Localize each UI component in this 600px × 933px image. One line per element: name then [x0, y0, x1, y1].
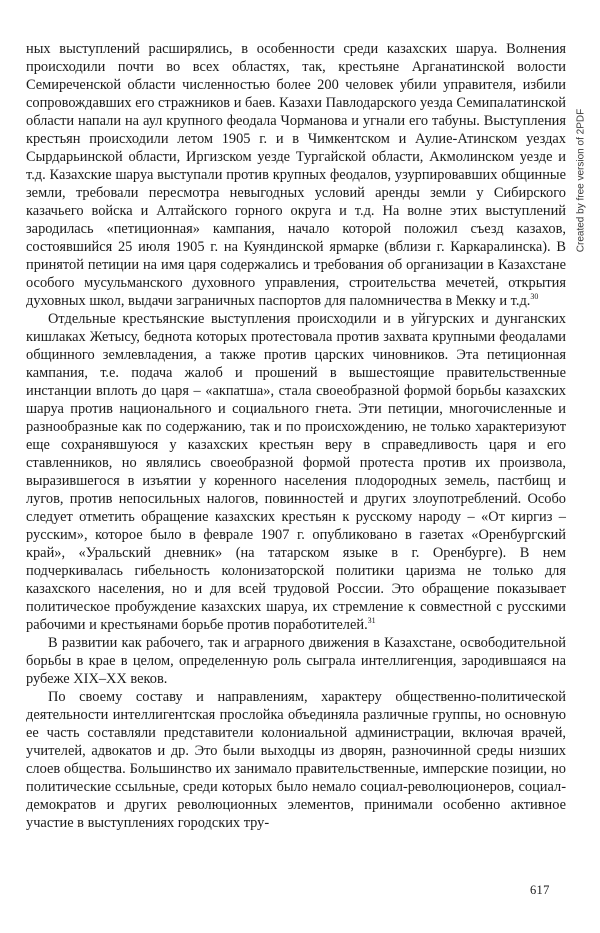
page-number: 617 — [530, 883, 550, 897]
footnote-ref-31[interactable]: 31 — [367, 616, 376, 626]
paragraph-4-text: По своему составу и направлениям, характеру общественно-политической деятельности интеллигентская прослойка объединяла различные группы, но основную ее часть составляли представители колониальной администрации, включая врачей, учителей, адвокатов и др. Это были выходцы из дворян, разночинной среды низших слоев общества. Большинство их занимало правительственные, имперские позиции, но политические ссыльные, среди которых было немало социал-революционеров, социал-демократов и других революционных элементов, принимали особенно активное участие в выступлениях городских тру- — [26, 689, 566, 831]
paragraph-2-text: Отдельные крестьянские выступления происходили и в уйгурских и дунганских кишлаках Жетысу, беднота которых протестовала против захвата крупными феодалами общинного землевладения, а также против царских чиновников. Эта петиционная кампания, т.е. подача жалоб и прошений в вышестоящие правительственные инстанции вплоть до царя – «акпатша», стала своеобразной формой борьбы казахских шаруа против национального и социального гнета. Эти петиции, многочисленные и разнообразные как по содержанию, так и по происхождению, не только характеризуют еще сохранявшуюся у казахских крестьян веру в справедливость царя и его ставленников, но являлись своеобразной формой протеста против их произвола, выразившегося в изъятии у коренного населения плодородных земель, пастбищ и лугов, против непосильных налогов, повинностей и других злоупотреблений. Особо следует отметить обращение казахских крестьян к русскому народу – «От киргиз – русским», которое было в феврале 1907 г. опубликовано в газетах «Оренбургский край», «Уральский дневник» (на татарском языке в г. Оренбурге). В нем подчеркивалась гибельность колонизаторской политики царизма не только для казахского населения, но и для всей трудовой России. Это обращение показывает политическое пробуждение казахских шаруа, их стремление к совместной с русскими рабочими и крестьянами борьбе против поработителей. — [26, 311, 566, 633]
paragraph-4 — [26, 688, 566, 832]
paragraph-2 — [26, 310, 566, 634]
paragraph-1 — [26, 40, 566, 310]
paragraph-1-text: ных выступлений расширялись, в особенности среди казахских шаруа. Волнения происходили почти во всех областях, так, крестьяне Арганатинской волости Семиреченской области численностью более 200 человек убили управителя, избили сопровождавших его стражников и баев. Казахи Павлодарского уезда Семипалатинской области напали на аул крупного феодала Чорманова и угнали его табуны. Выступления крестьян происходили летом 1905 г. и в Чимкентском и Аулие-Атинском уездах Сырдарьинской области, Иргизском уезде Тургайской области, Акмолинском уезде и т.д. Казахские шаруа выступали против крупных феодалов, узурпировавших общинные земли, требовали пересмотра невыгодных условий аренды земли у Сибирского казачьего войска и Алтайского горного округа и т.д. На волне этих выступлений зародилась «петиционная» кампания, начало которой положил съезд казахов, состоявшийся 25 июля 1905 г. на Куяндинской ярмарке (вблизи г. Каркаралинска). В принятой петиции на имя царя содержались и требования об организации в Казахстане особого мусульманского духовного управления, строительства мечетей, открытия духовных школ, выдачи заграничных паспортов для паломничества в Мекку и т.д. — [26, 41, 566, 309]
watermark-text: Created by free version of 2PDF — [575, 108, 587, 253]
page-body — [26, 40, 566, 832]
paragraph-3 — [26, 634, 566, 688]
paragraph-3-text: В развитии как рабочего, так и аграрного движения в Казахстане, освободительной борьбы в крае в целом, определенную роль сыграла интеллигенция, зародившаяся на рубеже XIX–XX веков. — [26, 635, 566, 687]
footnote-ref-30[interactable]: 30 — [530, 292, 539, 302]
